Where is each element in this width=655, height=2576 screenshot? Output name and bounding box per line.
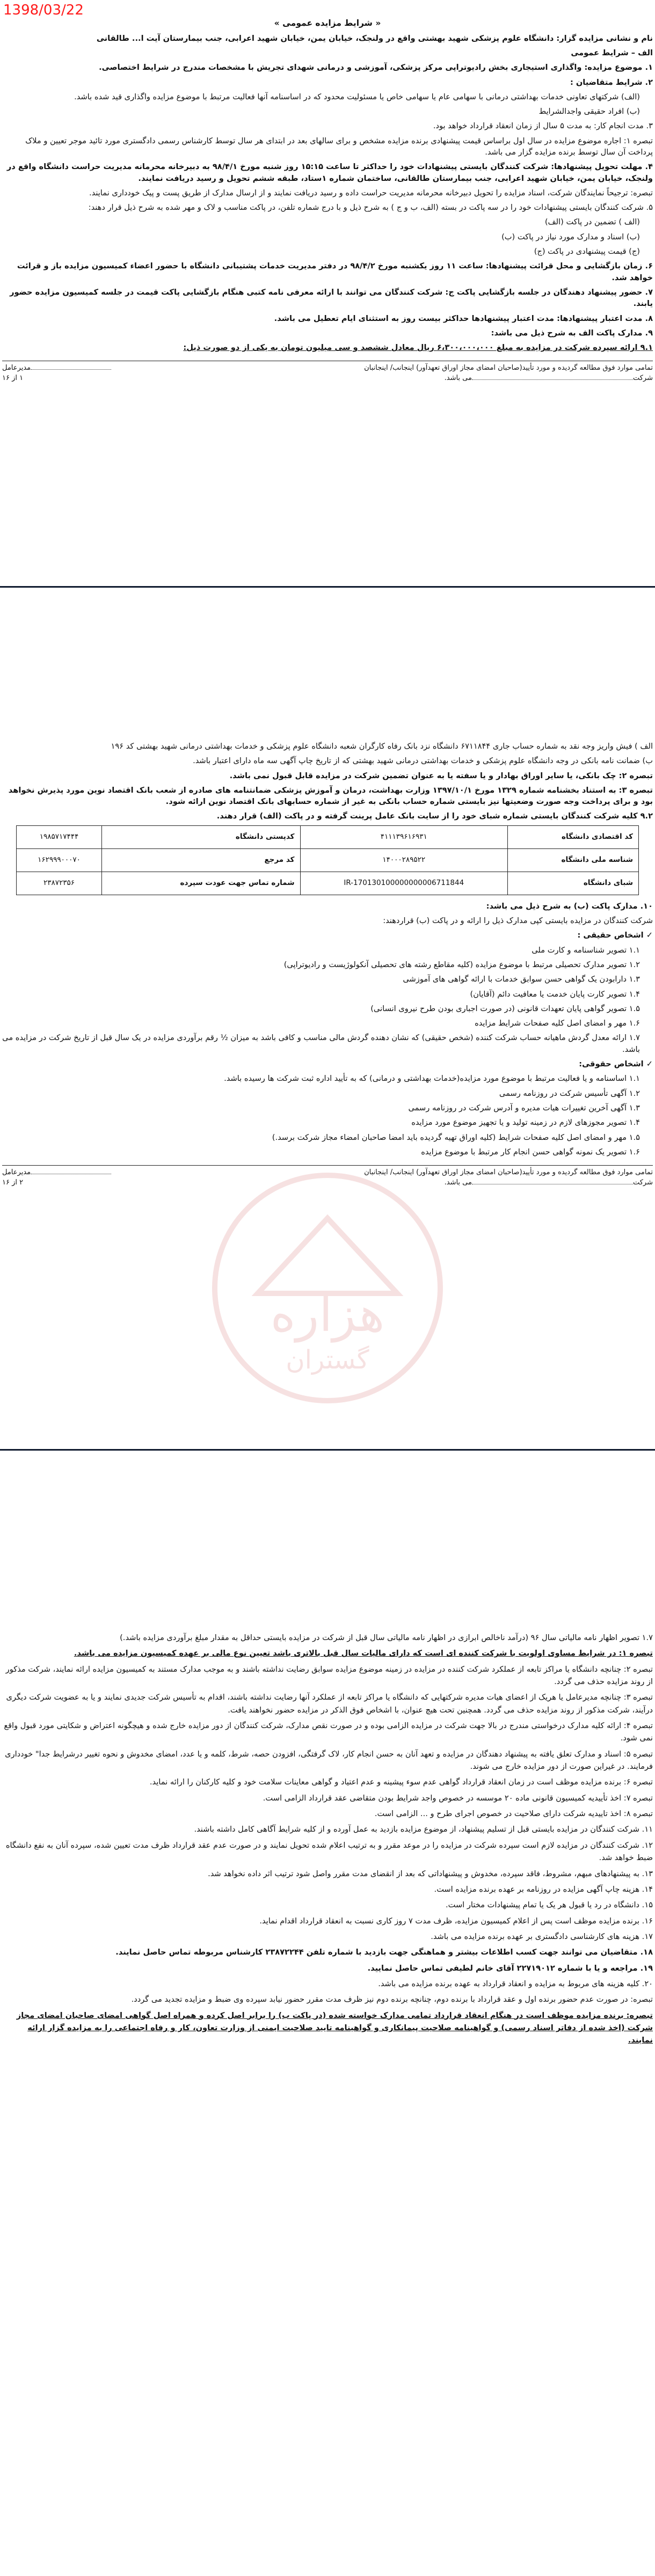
item-2a: (الف) شرکتهای تعاونی خدمات بهداشتی درمانی با سهامی عام یا سهامی خاص یا مسئولیت محدود که در اساسنامه آنها فعالیت مرتبط با موضوع مزایده واگذاری قید شده باشد. — [74, 92, 640, 101]
item-13: ۱۳. به پیشنهادهای مبهم، مشروط، فاقد سپرده، مخدوش و پیشنهاداتی که بعد از انقضای مدت مقرر واصل شود ترتیب اثر داده نخواهد شد. — [208, 1869, 653, 1878]
real-persons-title: ✓ اشخاص حقیقی : — [577, 931, 653, 940]
item-17: ۱۷. هزینه های کارشناسی دادگستری بر عهده برنده مزایده می باشد. — [431, 1931, 653, 1941]
item-1-7: ۱.۷ تصویر اظهار نامه مالیاتی سال ۹۶ (درآمد ناخالص ابرازی در اظهار نامه مالیاتی سال قبل از شرکت در مزایده بایستی حداقل به مقدار مبلغ برآوردی مزایده باشد.) — [120, 1633, 653, 1642]
table-row — [17, 872, 639, 895]
item-1: ۱. موضوع مزایده: واگذاری استیجاری بخش رادیوتراپی مرکز پزشکی، آموزشی و درمانی شهدای تجریش با مشخصات مندرج در شرایط اختصاصی. — [99, 63, 653, 72]
list-item: ۱.۵ تصویر گواهی پایان تعهدات قانونی (در صورت اجباری بودن طرح نیروی انسانی) — [370, 1004, 640, 1013]
note-1: تبصره ۱: در شرایط مساوی اولویت با شرکت کننده ای است که دارای مالیات سال قبل بالاتری باشد تعیین نوع مالی بر عهده کمیسیون مزایده می باشد. — [74, 1649, 653, 1658]
note-7: تبصره ۷: اخذ تأییدیه کمیسیون قانونی ماده ۲۰ موسسه در خصوص واجد شرایط بودن متقاضی عقد قرارداد الزامی است. — [263, 1793, 653, 1803]
note-5: تبصره ۵: اسناد و مدارک تعلق یافته به پیشنهاد دهندگان در مزایده و تعهد آنان به حسن انجام کار، لاک گرفتگی، افزودن حصه، شرط، کلمه و یا عدد، امضای مخدوش و نحوه تغییر درشرایط جدا" خودداری فرمایند. در غیراین صورت از دور مزایده خارج می شوند. — [5, 1749, 653, 1772]
table-cell: شبای دانشگاه — [508, 872, 639, 895]
page-2 — [2, 741, 653, 1433]
deposit-a: الف ) فیش واریز وجه نقد به شماره حساب جاری ۶۷۱۱۸۴۴ دانشگاه نزد بانک رفاه کارگران شعبه دانشگاه علوم پزشکی و خدمات بهداشتی درمانی شهید بهشتی کد ۱۹۶ — [111, 742, 653, 751]
item-19: ۱۹. مراجعه و یا با شماره ۲۲۷۱۹۰۱۲ آقای خانم لطیفی تماس حاصل نمایید. — [367, 1963, 653, 1973]
note-8: تبصره ۸: اخذ تاییدیه شرکت دارای صلاحیت در خصوص اجرای طرح و ... الزامی است. — [374, 1809, 653, 1819]
page-separator — [0, 1449, 655, 1451]
section-general-title: الف – شرایط عمومی — [571, 48, 653, 57]
list-item: ۱.۳ آگهی آخرین تغییرات هیات مدیره و آدرس شرکت در روزنامه رسمی — [408, 1103, 640, 1113]
footer-company: شرکت — [632, 1179, 653, 1187]
legal-persons-title: ✓ اشخاص حقوقی: — [579, 1059, 653, 1069]
list-item: ۱.۲ تصویر مدارک تحصیلی مرتبط با موضوع مزایده (کلیه مقاطع رشته های تحصیلی آنکولوژیست و رادیوتراپی) — [283, 960, 640, 969]
page-title: « شرایط مزایده عمومی » — [274, 18, 381, 28]
list-item: ۱.۶ تصویر یک نمونه گواهی حسن انجام کار مرتبط با موضوع مزایده — [421, 1147, 640, 1157]
page-1 — [2, 17, 653, 581]
page-3 — [2, 1631, 653, 2571]
list-item: ۱.۱ تصویر شناسنامه و کارت ملی — [532, 945, 640, 955]
page-footer — [2, 361, 653, 384]
list-item: ۱.۲ آگهی تأسیس شرکت در روزنامه رسمی — [499, 1088, 640, 1098]
footer-manager: مدیرعامل — [2, 1168, 31, 1177]
item-16: ۱۶. برنده مزایده موظف است پس از اعلام کمیسیون مزایده، ظرف مدت ۷ روز کاری نسبت به انعقاد قرارداد اقدام نماید. — [259, 1916, 653, 1926]
item-15: ۱۵. دانشگاه در رد یا قبول هر یک یا تمام پیشنهادات مختار است. — [445, 1900, 653, 1910]
table-cell: ۱۴۰۰۰۲۸۹۵۲۲ — [300, 848, 508, 872]
table-cell: ۱۶۲۹۹۹۰۰۰۷۰ — [17, 848, 102, 872]
note-2: تبصره ۲: چنانچه دانشگاه یا مراکز تابعه از عملکرد شرکت کننده در مزایده در زمینه موضوع مزایده سوابق رضایت نداشته باشند و به موجب مدارک مستند به کمیسیون مزایده ارائه نمایند، شرکت مذکور از روند مزایده حذف می گردد. — [5, 1664, 653, 1687]
item-3: ۳. مدت انجام کار: به مدت ۵ سال از زمان انعقاد قرارداد خواهد بود. — [433, 121, 653, 131]
table-cell: کد اقتصادی دانشگاه — [508, 825, 639, 848]
item-2b: (ب) افراد حقیقی واجدالشرایط — [538, 107, 640, 116]
page-separator — [0, 586, 655, 588]
deposit-b: ب) ضمانت نامه بانکی در وجه دانشگاه علوم پزشکی و خدمات بهداشتی درمانی شهید بهشتی که از تاریخ چاپ آگهی سه ماه دارای اعتبار باشد. — [193, 756, 653, 766]
note-6: تبصره ۶: برنده مزایده موظف است در زمان انعقاد قرارداد گواهی عدم سوء پیشینه و عدم اعتیاد و گواهی معاینات سلامت خود و کلیه کارکنان را ارائه نماید. — [149, 1777, 653, 1787]
item-10: ۱۰. مدارک پاکت (ب) به شرح ذیل می باشد: — [486, 901, 653, 911]
footer-accept: می باشد. — [444, 374, 472, 383]
list-item: ۱.۴ تصویر کارت پایان خدمت یا معافیت دائم (آقایان) — [470, 989, 640, 999]
list-item: ۱.۷ ارائه معدل گردش ماهیانه حساب شرکت کننده (شخص حقیقی) که نشان دهنده گردش مالی مناسب و کافی باشد به میزان ½ رقم برآوردی مزایده در یک سال قبل از تاریخ شرکت در مزایده می باشد. — [2, 1033, 640, 1054]
table-cell: کد مرجع — [102, 848, 300, 872]
footer-note: تمامی موارد فوق مطالعه گردیده و مورد تأیید(صاحبان امضای مجاز اوراق تعهدآور) اینجانب/ اینجانبان — [364, 364, 653, 372]
item-8: ۸. مدت اعتبار پیشنهادها: مدت اعتبار پیشنهادها حداکثر بیست روز به استثنای ایام تعطیل می باشد. — [274, 313, 653, 323]
item-5b: (ب) اسناد و مدارک مورد نیاز در پاکت (ب) — [501, 232, 640, 241]
table-cell: ۲۳۸۷۲۳۵۶ — [17, 872, 102, 895]
footer-accept: می باشد. — [444, 1179, 472, 1187]
date-stamp: 1398/03/22 — [3, 2, 84, 18]
footer-note: تمامی موارد فوق مطالعه گردیده و مورد تأیید(صاحبان امضای مجاز اوراق تعهدآور) اینجانب/ اینجانبان — [364, 1168, 653, 1177]
item-5c: (ج) قیمت پیشنهادی در پاکت (ج) — [534, 247, 640, 257]
page-footer — [2, 1165, 653, 1188]
watermark-subtext: گستران — [286, 1345, 369, 1375]
list-item: ۱.۳ دارابودن یک گواهی حسن سوابق خدمات با ارائه گواهی های آموزشی — [403, 975, 640, 984]
item-11: ۱۱. شرکت کنندگان در مزایده بایستی قبل از تسلیم پیشنهاد، از موضوع مزایده بازدید به عمل آورده و از کلیه شرایط آگاهی کامل داشته باشند. — [194, 1825, 653, 1834]
item-18: ۱۸. متقاضیان می توانند جهت کسب اطلاعات بیشتر و هماهنگی جهت بازدید با شماره تلفن ۲۳۸۷۲۲۴۴ کارشناس مربوطه تماس حاصل نمایند. — [115, 1948, 653, 1957]
note-3: تبصره ۳: به استناد بخشنامه شماره ۱۳۲۹ مورخ ۱۳۹۷/۱۰/۱ وزارت بهداشت، درمان و آموزش پزشکی ضمانتنامه های صادره از شعب بانک اقتصاد نوین مورد پذیرش نخواهد بود و برای پرداخت وجه صورت وضعیتها نیز بایستی شماره حساب بانکی به غیر از شماره حسابهای بانک اقتصاد نوین ارائه شود. — [8, 785, 653, 807]
table-cell: IR-170130100000000006711844 — [300, 872, 508, 895]
note-4: تبصره ۴: ارائه کلیه مدارک درخواستی مندرج در بالا جهت شرکت در مزایده الزامی بوده و در صورت نقص مدارک، شرکت کنندگان از دور مزایده خارج شده و هیچگونه اعتراض و شکایتی مورد قبول واقع نمی شود. — [4, 1721, 653, 1743]
item-4: ۴. مهلت تحویل پیشنهادها: شرکت کنندگان بایستی پیشنهادات خود را حداکثر تا ساعت ۱۵:۱۵ روز شنبه مورخ ۹۸/۴/۱ به دبیرخانه محرمانه مدیریت حراست دانشگاه واقع در ولنجک، خیابان یمن، خیابان شهید اعرابی، جنب بیمارستان طالقانی، ساختمان شماره ۱ستاد، طبقه ششم تحویل و رسید دریافت نمایند. — [6, 162, 653, 183]
item-5a: (الف ) تضمین در پاکت (الف) — [544, 217, 640, 227]
item-6: ۶. زمان بازگشایی و محل قرائت پیشنهادها: ساعت ۱۱ روز یکشنبه مورخ ۹۸/۴/۲ در دفتر مدیریت خدمات پشتیبانی دانشگاه با حضور اعضاء کمیسیون مزایده باز و قرائت خواهد شد. — [17, 261, 653, 282]
item-12: ۱۲. شرکت کنندگان در مزایده لازم است سپرده شرکت در مزایده را در موعد مقرر و به ترتیب اعلام شده تحویل نمایند و در صورت عدم عقد قرارداد ظرف مدت تعیین شده، سپرده آنان به نفع دانشگاه ضبط خواهد شد. — [5, 1840, 653, 1863]
footer-company: شرکت — [632, 374, 653, 383]
note-2: تبصره ۲: چک بانکی، یا سایر اوراق بهادار و یا سفته یا به عنوان تضمین شرکت در مزایده قابل قبول نمی باشد. — [229, 771, 653, 780]
list-item: ۱.۶ مهر و امضای اصل کلیه صفحات شرایط مزایده — [475, 1019, 640, 1028]
table-row — [17, 825, 639, 848]
note-delivery: تبصره: ترجیحاً نمایندگان شرکت، اسناد مزایده را تحویل دبیرخانه محرمانه مدیریت حراست داده و رسید دریافت نمایند و از ارسال مدارک از طریق پست و پیک خودداری نمایند. — [89, 188, 653, 197]
list-item: ۱.۱ اساسنامه و یا فعالیت مرتبط با موضوع مورد مزایده(خدمات بهداشتی و درمانی) که به تأیید اداره ثبت شرکت ها رسیده باشد. — [224, 1074, 640, 1084]
table-cell: ۱۹۸۵۷۱۷۴۴۴ — [17, 825, 102, 848]
table-row — [17, 848, 639, 872]
list-item: ۱.۵ مهر و امضای اصل کلیه صفحات شرایط (کلیه اوراق تهیه گردیده باید امضا صاحبان امضاء مجاز شرکت برسد.) — [272, 1132, 640, 1142]
item-2: ۲. شرایط متقاضیان : — [570, 77, 653, 87]
table-cell: شماره تماس جهت عودت سپرده — [102, 872, 300, 895]
item-9-2: ۹.۲ کلیه شرکت کنندگان بایستی شماره شبای خود را از سایت بانک عامل پرینت گرفته و در پاکت (الف) قرار دهند. — [216, 811, 653, 821]
table-cell: ۴۱۱۱۳۹۶۱۶۹۳۱ — [300, 825, 508, 848]
note-9: تبصره: در صورت عدم حضور برنده اول و عقد قرارداد با برنده دوم، چنانچه برنده دوم نیز ظرف مدت مقرر حضور نیابد سپرده وی ضبط و مزایده تجدید می گردد. — [131, 1995, 653, 2004]
page-number: ۲ از ۱۶ — [2, 1179, 24, 1187]
footer-manager: مدیرعامل — [2, 364, 31, 372]
note-10: تبصره: برنده مزایده موظف است در هنگام انعقاد قرارداد تمامی مدارک خواسته شده (در پاکت ب) را برابر اصل کرده و همراه اصل گواهی امضای صاحبان امضای مجاز شرکت (اخذ شده از دفاتر اسناد رسمی) و گواهینامه صلاحیت پیمانکاری و گواهینامه تایید صلاحیت ایمنی از وزارت تعاون، کار و رفاه اجتماعی را به مزایده گزار ارائه نمایند. — [16, 2010, 653, 2045]
table-cell: کدپستی دانشگاه — [102, 825, 300, 848]
organizer-line: نام و نشانی مزایده گزار: دانشگاه علوم پزشکی شهید بهشتی واقع در ولنجک، خیابان یمن، خیابان شهید اعرابی، جنب بیمارستان آیت ا... طالقانی — [96, 33, 653, 43]
item-5: ۵. شرکت کنندگان بایستی پیشنهادات خود را در سه پاکت در بسته (الف، ب و ج ) به شرح ذیل و با درج شماره تلفن، در پاکت مناسب و لاک و مهر شده به شرح ذیل قرار دهند: — [88, 203, 653, 213]
note-1: تبصره ۱: اجاره موضوع مزایده در سال اول براساس قیمت پیشنهادی برنده مزایده مشخص و برای سالهای بعد در ابتدای هر سال توسط کارشناس رسمی دادگستری مورد تائید موجر تعیین و ملاک پرداخت آن سال توسط برنده مزایده گزار می باشد. — [25, 136, 653, 157]
watermark-text: هزاره — [270, 1286, 385, 1343]
item-14: ۱۴. هزینه چاپ آگهی مزایده در روزنامه بر عهده برنده مزایده است. — [434, 1884, 653, 1894]
note-3: تبصره ۳: چنانچه مدیرعامل یا هریک از اعضای هیات مدیره شرکتهایی که دانشگاه یا مراکز تابعه از عملکرد آنها رضایت نداشته باشند، اقدام به تأسیس شرکت جدیدی نمایند و یا به عضویت شرکت دیگری درآیند، شرکت مذکور از روند مزایده حذف می گردد. همچنین تحت هیچ عنوان، با اشخاص فوق الذکر در مزایده حضور نخواهند یافت. — [6, 1693, 653, 1715]
table-cell: شناسه ملی دانشگاه — [508, 848, 639, 872]
item-20: ۲۰. کلیه هزینه های مربوط به مزایده و انعقاد قرارداد به عهده برنده مزایده می باشد. — [378, 1979, 653, 1988]
item-7: ۷. حضور پیشنهاد دهندگان در جلسه بازگشایی پاکت ج: شرکت کنندگان می توانند با ارائه معرفی نامه کتبی هنگام بازگشایی پاکت قیمت در جلسه کمیسیون مزایده حضور یابند. — [10, 287, 653, 309]
list-item: ۱.۴ تصویر مجوزهای لازم در زمینه تولید و یا تجهیز موضوع مورد مزایده — [411, 1118, 640, 1128]
bank-info-table — [16, 825, 639, 895]
item-10-intro: شرکت کنندگان در مزایده بایستی کپی مدارک ذیل را ارائه و در پاکت (ب) قراردهند: — [383, 916, 653, 926]
page-number: ۱ از ۱۶ — [2, 374, 24, 383]
item-9-1: ۹.۱ ارائه سپرده شرکت در مزایده به مبلغ ۶،۳۰۰،۰۰۰،۰۰۰ ریال معادل ششصد و سی میلیون تومان به یکی از دو صورت ذیل: — [183, 343, 653, 353]
item-9: ۹. مدارک پاکت الف به شرح ذیل می باشد: — [491, 328, 653, 338]
